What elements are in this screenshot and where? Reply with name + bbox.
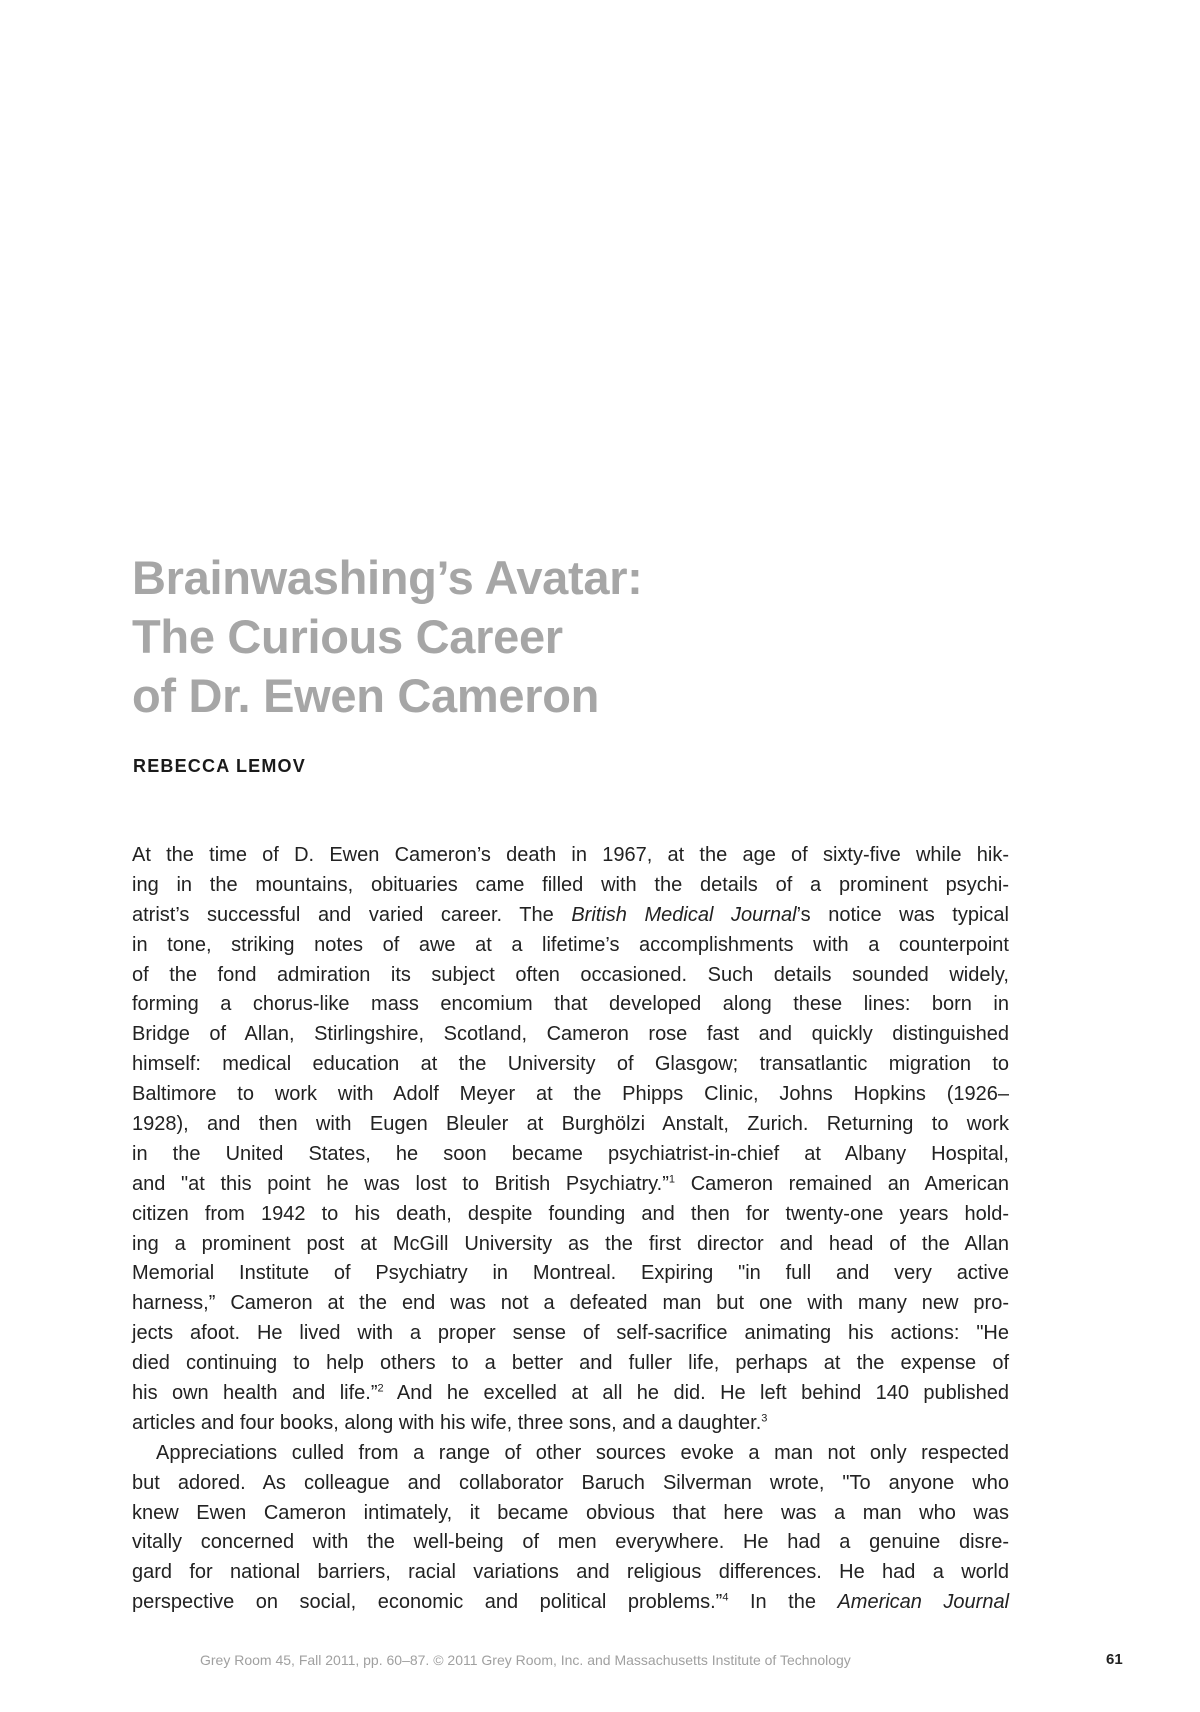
text-run: articles and four books, along with his wife, three sons, and a daughter. <box>132 1411 762 1434</box>
title-line: The Curious Career <box>132 610 563 663</box>
body-line <box>132 901 1009 931</box>
text-run: ing in the mountains, obituaries came filled with the details of a prominent psychi- <box>132 873 1009 896</box>
body-line <box>132 1230 1009 1260</box>
text-run: At the time of D. Ewen Cameron’s death in 1967, at the age of sixty-five while hik- <box>132 844 1009 866</box>
body-line <box>132 841 1009 871</box>
text-run: died continuing to help others to a better and fuller life, perhaps at the expense of <box>132 1352 1009 1375</box>
body-line <box>132 1379 1009 1409</box>
text-run: forming a chorus-like mass encomium that developed along these lines: born in <box>132 993 1009 1016</box>
title-line: Brainwashing’s Avatar: <box>132 551 643 604</box>
text-run: harness,” Cameron at the end was not a defeated man but one with many new pro- <box>132 1292 1009 1315</box>
body-line <box>132 1080 1009 1110</box>
text-run: ing a prominent post at McGill University as the first director and head of the Allan <box>132 1232 1009 1255</box>
italic-title: American Journal <box>837 1591 1010 1614</box>
footnote-ref[interactable]: 4 <box>722 1591 729 1604</box>
body-line <box>132 1319 1009 1349</box>
text-run: atrist’s successful and varied career. The <box>132 903 572 926</box>
body-line <box>132 1289 1009 1319</box>
text-run: citizen from 1942 to his death, despite founding and then for twenty-one years hold- <box>132 1202 1009 1225</box>
text-run: gard for national barriers, racial variations and religious differences. He had a world <box>132 1561 1009 1584</box>
text-run: And he excelled at all he did. He left behind 140 published <box>383 1382 1009 1405</box>
body-line <box>132 1528 1009 1558</box>
footnote-ref[interactable]: 2 <box>377 1382 384 1395</box>
text-run: of the fond admiration its subject often occasioned. Such details sounded widely, <box>132 963 1009 986</box>
body-line <box>132 1409 1009 1439</box>
text-run: in tone, striking notes of awe at a lifetime’s accomplishments with a counterpoint <box>132 933 1009 956</box>
body-line <box>132 1259 1009 1289</box>
text-run: and "at this point he was lost to British Psychiatry.” <box>132 1172 669 1195</box>
body-line <box>132 990 1009 1020</box>
body-line <box>132 1349 1009 1379</box>
body-line <box>132 1140 1009 1170</box>
article-title <box>132 548 643 725</box>
author-name: REBECCA LEMOV <box>133 756 306 776</box>
italic-title: British Medical Journal <box>571 903 797 926</box>
text-run: In the <box>728 1591 838 1614</box>
title-line: of Dr. Ewen Cameron <box>132 669 600 722</box>
text-run: Cameron remained an American <box>675 1172 1009 1195</box>
body-line <box>132 1469 1009 1499</box>
body-line <box>132 1200 1009 1230</box>
page-number: 61 <box>1106 1651 1123 1668</box>
footnote-ref[interactable]: 1 <box>668 1173 676 1186</box>
article-body <box>132 841 1009 1618</box>
body-line <box>132 1558 1009 1588</box>
text-run: Appreciations culled from a range of other sources evoke a man not only respected <box>156 1441 1009 1464</box>
text-run: but adored. As colleague and collaborator Baruch Silverman wrote, "To anyone who <box>132 1471 1009 1494</box>
body-line <box>132 1050 1009 1080</box>
body-line <box>132 1020 1009 1050</box>
text-run: Memorial Institute of Psychiatry in Montreal. Expiring "in full and very active <box>132 1262 1009 1285</box>
text-run: 1928), and then with Eugen Bleuler at Burghölzi Anstalt, Zurich. Returning to work <box>132 1113 1009 1136</box>
body-line <box>132 931 1009 961</box>
body-line <box>132 1439 1009 1469</box>
body-line <box>132 1170 1009 1200</box>
text-run: himself: medical education at the University of Glasgow; transatlantic migration to <box>132 1053 1009 1076</box>
body-line <box>132 1499 1009 1529</box>
footer-citation: Grey Room 45, Fall 2011, pp. 60–87. © 2011 Grey Room, Inc. and Massachusetts Institute of Technology <box>200 1652 851 1668</box>
text-run: vitally concerned with the well-being of men everywhere. He had a genuine disre- <box>132 1531 1009 1554</box>
text-run: his own health and life.” <box>132 1382 378 1405</box>
body-line <box>132 961 1009 991</box>
body-line <box>132 871 1009 901</box>
body-line <box>132 1110 1009 1140</box>
text-run: Bridge of Allan, Stirlingshire, Scotland, Cameron rose fast and quickly distinguished <box>132 1023 1009 1046</box>
text-run: in the United States, he soon became psychiatrist-in-chief at Albany Hospital, <box>132 1142 1009 1165</box>
text-run: perspective on social, economic and political problems.” <box>132 1591 723 1614</box>
text-run: knew Ewen Cameron intimately, it became obvious that here was a man who was <box>132 1501 1009 1524</box>
text-run: Baltimore to work with Adolf Meyer at the Phipps Clinic, Johns Hopkins (1926– <box>132 1083 1009 1106</box>
text-run: jects afoot. He lived with a proper sense of self-sacrifice animating his actions: "He <box>132 1322 1009 1345</box>
text-run: ’s notice was typical <box>796 903 1009 926</box>
body-line <box>132 1588 1009 1618</box>
footnote-ref[interactable]: 3 <box>761 1412 768 1425</box>
